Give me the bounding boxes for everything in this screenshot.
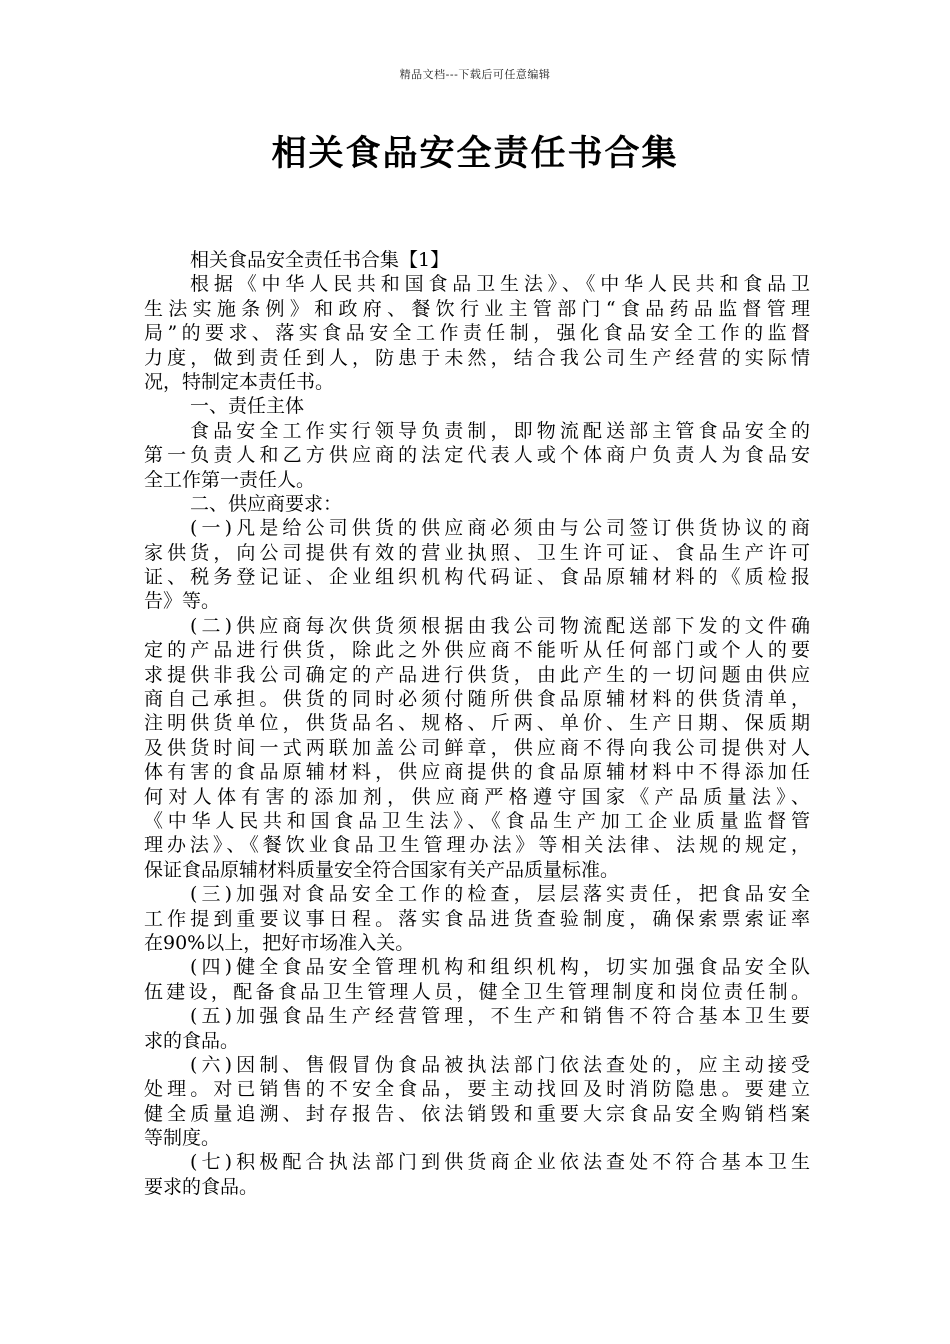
text-line: 《中华人民共和国食品卫生法》、《食品生产加工企业质量监督管	[144, 809, 810, 832]
text-line: 定的产品进行供货，除此之外供应商不能听从任何部门或个人的要	[144, 639, 810, 662]
text-line: 理办法》、《餐饮业食品卫生管理办法》等相关法律、法规的规定，	[144, 834, 810, 857]
text-line: (七)积极配合执法部门到供货商企业依法查处不符合基本卫生	[190, 1151, 810, 1174]
text-line: 生法实施条例》和政府、餐饮行业主管部门“食品药品监督管理	[144, 297, 810, 320]
text-line: 相关食品安全责任书合集【1】	[190, 249, 450, 271]
document-title: 相关食品安全责任书合集	[271, 134, 679, 174]
text-line: (一)凡是给公司供货的供应商必须由与公司签订供货协议的商	[190, 517, 810, 540]
text-line: 局”的要求、落实食品安全工作责任制，强化食品安全工作的监督	[144, 322, 810, 345]
text-line: 证、税务登记证、企业组织机构代码证、食品原辅材料的《质检报	[144, 566, 810, 589]
text-line: 等制度。	[144, 1127, 221, 1150]
text-line: 注明供货单位，供货品名、规格、斤两、单价、生产日期、保质期	[144, 712, 810, 735]
text-line: 在90%以上，把好市场准入关。	[144, 931, 415, 954]
text-line: 体有害的食品原辅材料，供应商提供的食品原辅材料中不得添加任	[144, 761, 810, 784]
text-line: 及供货时间一式两联加盖公司鲜章，供应商不得向我公司提供对人	[144, 736, 810, 759]
text-line: 食品安全工作实行领导负责制，即物流配送部主管食品安全的	[190, 419, 810, 442]
text-line: 二、供应商要求：	[190, 492, 343, 515]
text-line: 告》等。	[144, 590, 221, 613]
text-line: 保证食品原辅材料质量安全符合国家有关产品质量标准。	[144, 858, 620, 881]
text-line: 第一负责人和乙方供应商的法定代表人或个体商户负责人为食品安	[144, 444, 810, 467]
text-line: 健全质量追溯、封存报告、依法销毁和重要大宗食品安全购销档案	[144, 1102, 810, 1125]
text-line: (四)健全食品安全管理机构和组织机构，切实加强食品安全队	[190, 956, 810, 979]
text-line: 求提供非我公司确定的产品进行供货，由此产生的一切问题由供应	[144, 663, 810, 686]
text-line: (二)供应商每次供货须根据由我公司物流配送部下发的文件确	[190, 614, 810, 637]
text-line: 一、责任主体	[190, 395, 305, 418]
text-line: (六)因制、售假冒伪食品被执法部门依法查处的，应主动接受	[190, 1053, 810, 1076]
text-line: 处理。对已销售的不安全食品，要主动找回及时消防隐患。要建立	[144, 1078, 810, 1101]
text-line: 根据《中华人民共和国食品卫生法》、《中华人民共和食品卫	[190, 273, 810, 296]
text-line: 家供货，向公司提供有效的营业执照、卫生许可证、食品生产许可	[144, 541, 810, 564]
document-body	[144, 248, 810, 1199]
text-line: 何对人体有害的添加剂，供应商严格遵守国家《产品质量法》、	[144, 785, 810, 808]
header-note: 精品文档---下载后可任意编辑	[399, 68, 551, 81]
text-line: (三)加强对食品安全工作的检查，层层落实责任，把食品安全	[190, 883, 810, 906]
text-line: 伍建设，配备食品卫生管理人员，健全卫生管理制度和岗位责任制。	[144, 980, 810, 1003]
text-line: 商自己承担。供货的同时必须付随所供食品原辅材料的供货清单，	[144, 688, 810, 711]
text-line: 求的食品。	[144, 1029, 240, 1052]
text-line: 力度，做到责任到人，防患于未然，结合我公司生产经营的实际情	[144, 346, 810, 369]
text-line: 工作提到重要议事日程。落实食品进货查验制度，确保索票索证率	[144, 907, 810, 930]
text-line: 全工作第一责任人。	[144, 468, 316, 491]
text-line: 要求的食品。	[144, 1175, 259, 1198]
text-line: 况，特制定本责任书。	[144, 370, 335, 393]
text-line: (五)加强食品生产经营管理，不生产和销售不符合基本卫生要	[190, 1005, 810, 1028]
